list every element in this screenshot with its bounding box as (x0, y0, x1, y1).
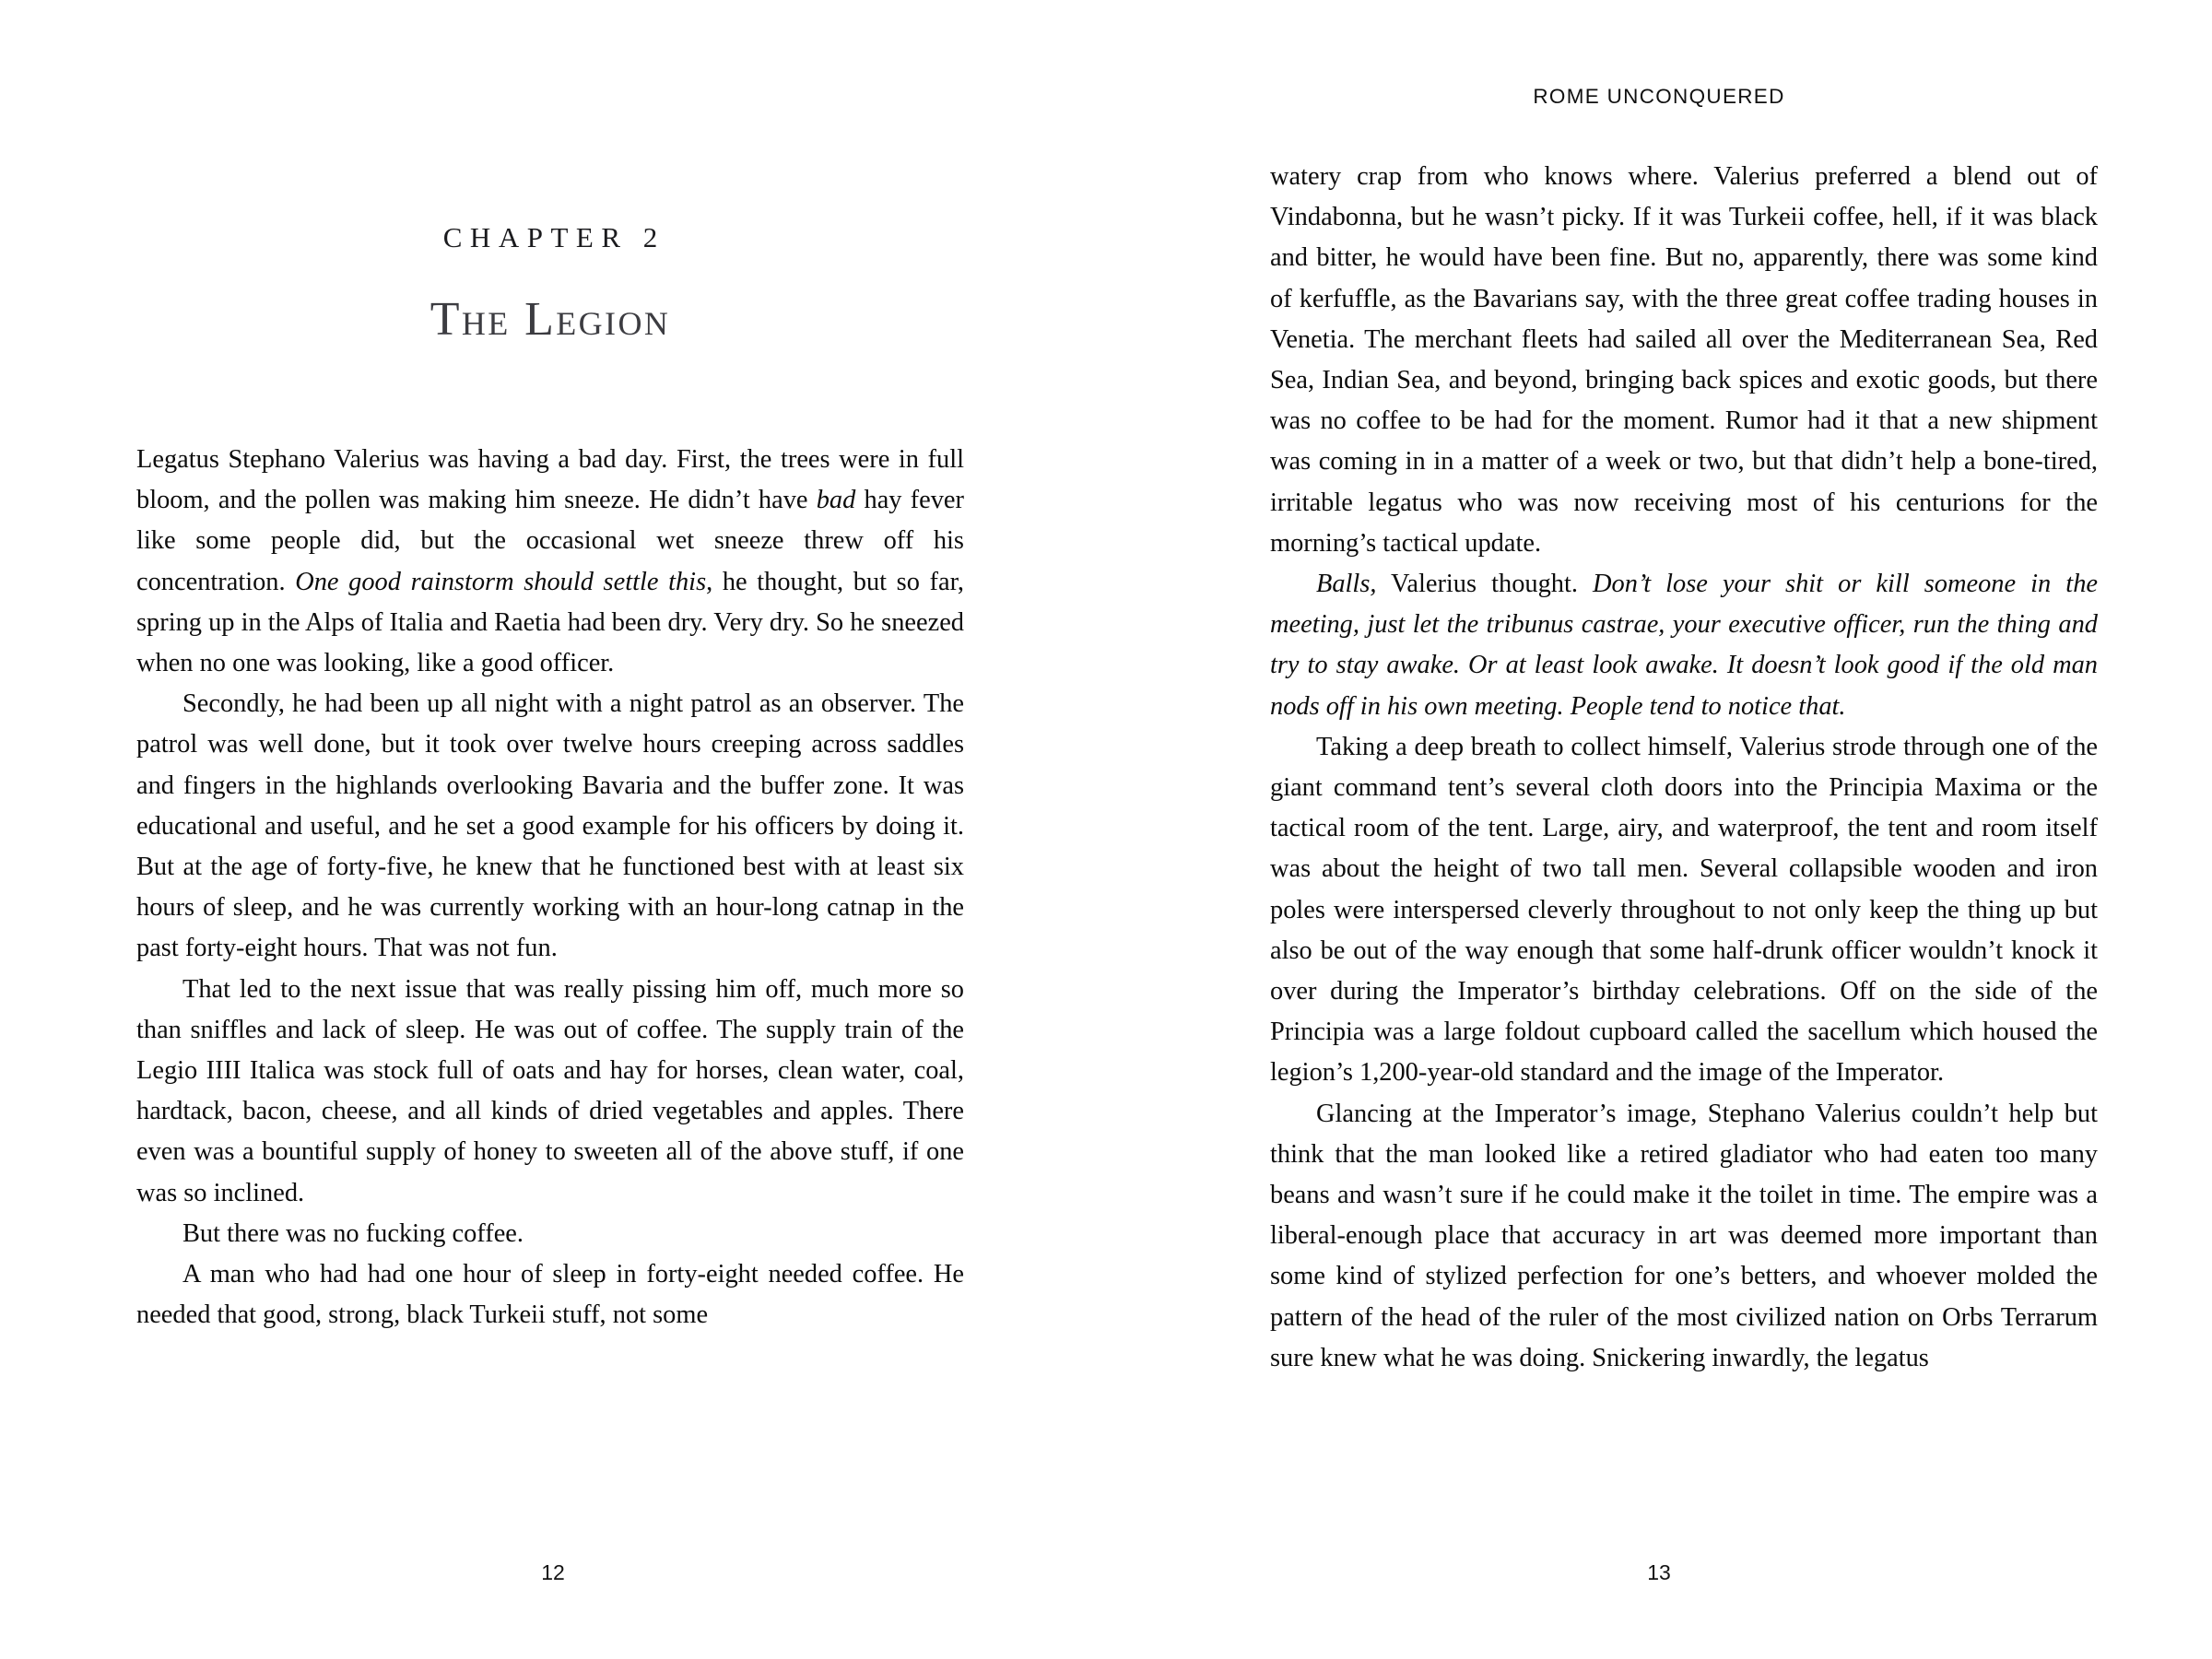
paragraph (136, 1254, 964, 1335)
right-body-text (1270, 157, 2098, 1379)
right-page (1106, 0, 2212, 1659)
text-run: That led to the next issue that was really pissing him off, much more so than sniffles and lack of sleep. He was out of coffee. The supply train of the Legio IIII Italica was stock full of oats and hay for horses, clean water, coal, hardtack, bacon, cheese, and all kinds of dried vegetables and apples. There even was a bountiful supply of honey to sweeten all of the above stuff, if one was so inclined. (136, 974, 964, 1207)
text-run: hay fever like some people did, but the occasional wet sneeze threw off his concentration. (136, 486, 964, 596)
text-run: watery crap from who knows where. Valerius preferred a blend out of Vindabonna, but he wasn’t picky. If it was Turkeii coffee, hell, if it was black and bitter, he would have been fine. But no, apparently, there was some kind of kerfuffle, as the Bavarians say, with the three great coffee trading houses in Venetia. The merchant fleets had sailed all over the Mediterranean Sea, Red Sea, Indian Sea, and beyond, bringing back spices and exotic goods, but there was no coffee to be had for the moment. Rumor had it that a new shipment was coming in in a matter of a week or two, but that didn’t help a bone-tired, irritable legatus who was now receiving most of his centurions for the morning’s tactical update. (1270, 162, 2098, 558)
left-textblock (136, 157, 964, 1447)
paragraph (1270, 1094, 2098, 1379)
chapter-opener (136, 157, 964, 344)
italic-run: One good rainstorm should settle this (295, 567, 707, 596)
text-run: Valerius thought. (1376, 570, 1594, 599)
chapter-title: The Legion (429, 293, 671, 346)
text-run: Taking a deep breath to collect himself, Valerius strode through one of the giant command tent’s several cloth doors into the Principia Maxima or the tactical room of the tent. Large, airy, and waterproof, the tent and room itself was about the height of two tall men. Several collapsible wooden and iron poles were interspersed cleverly throughout to not only keep the thing up but also be out of the way enough that some half-drunk officer wouldn’t knock it over during the Imperator’s birthday celebrations. Off on the side of the Principia was a large foldout cupboard called the sacellum which housed the legion’s 1,200-year-old standard and the image of the Imperator. (1270, 732, 2098, 1088)
paragraph (136, 440, 964, 684)
right-textblock (1270, 157, 2098, 1447)
page-number-right: 13 (1647, 1560, 1671, 1584)
text-run: , he thought, but so far, spring up in the Alps of Italia and Raetia had been dry. Very dry. So he sneezed when no one was looking, like a good officer. (136, 567, 964, 678)
text-run: A man who had had one hour of sleep in forty-eight needed coffee. He needed that good, strong, black Turkeii stuff, not some (136, 1260, 964, 1330)
italic-run: bad (816, 486, 856, 515)
text-run: Glancing at the Imperator’s image, Stephano Valerius couldn’t help but think that the man looked like a retired gladiator who had eaten too many beans and wasn’t sure if he could make it the toilet in time. The empire was a liberal-enough place that accuracy in art was deemed more important than some kind of stylized perfection for one’s betters, and whoever molded the pattern of the head of the ruler of the most civilized nation on Orbs Terrarum sure knew what he was doing. Snickering inwardly, the legatus (1270, 1099, 2098, 1372)
paragraph (1270, 157, 2098, 564)
text-run: Secondly, he had been up all night with a night patrol as an observer. The patrol was well done, but it took over twelve hours creeping across saddles and fingers in the highlands overlooking Bavaria and the buffer zone. It was educational and useful, and he set a good example for his officers by doing it. But at the age of forty-five, he knew that he functioned best with at least six hours of sleep, and he was currently working with an hour-long catnap in the past forty-eight hours. That was not fun. (136, 689, 964, 963)
running-header-right: ROME UNCONQUERED (1533, 85, 1785, 108)
text-run: But there was no fucking coffee. (182, 1218, 524, 1248)
italic-run: Balls, (1316, 570, 1377, 599)
paragraph (1270, 564, 2098, 727)
page-number-left: 12 (541, 1560, 565, 1584)
text-run: Legatus Stephano Valerius was having a bad day. First, the trees were in full bloom, and the pollen was making him sneeze. He didn’t have (136, 445, 964, 515)
italic-run: Don’t lose your shit or kill someone in the meeting, just let the tribunus castrae, your executive officer, run the thing and try to stay awake. Or at least look awake. It doesn’t look good if the old man nods off in his own meeting. People tend to notice that. (1270, 570, 2098, 721)
paragraph (136, 684, 964, 969)
paragraph (1270, 727, 2098, 1094)
paragraph (136, 1214, 964, 1254)
chapter-opener-spacer (136, 344, 964, 440)
chapter-number: CHAPTER 2 (442, 221, 665, 253)
left-body-text (136, 440, 964, 1335)
paragraph (136, 970, 964, 1214)
